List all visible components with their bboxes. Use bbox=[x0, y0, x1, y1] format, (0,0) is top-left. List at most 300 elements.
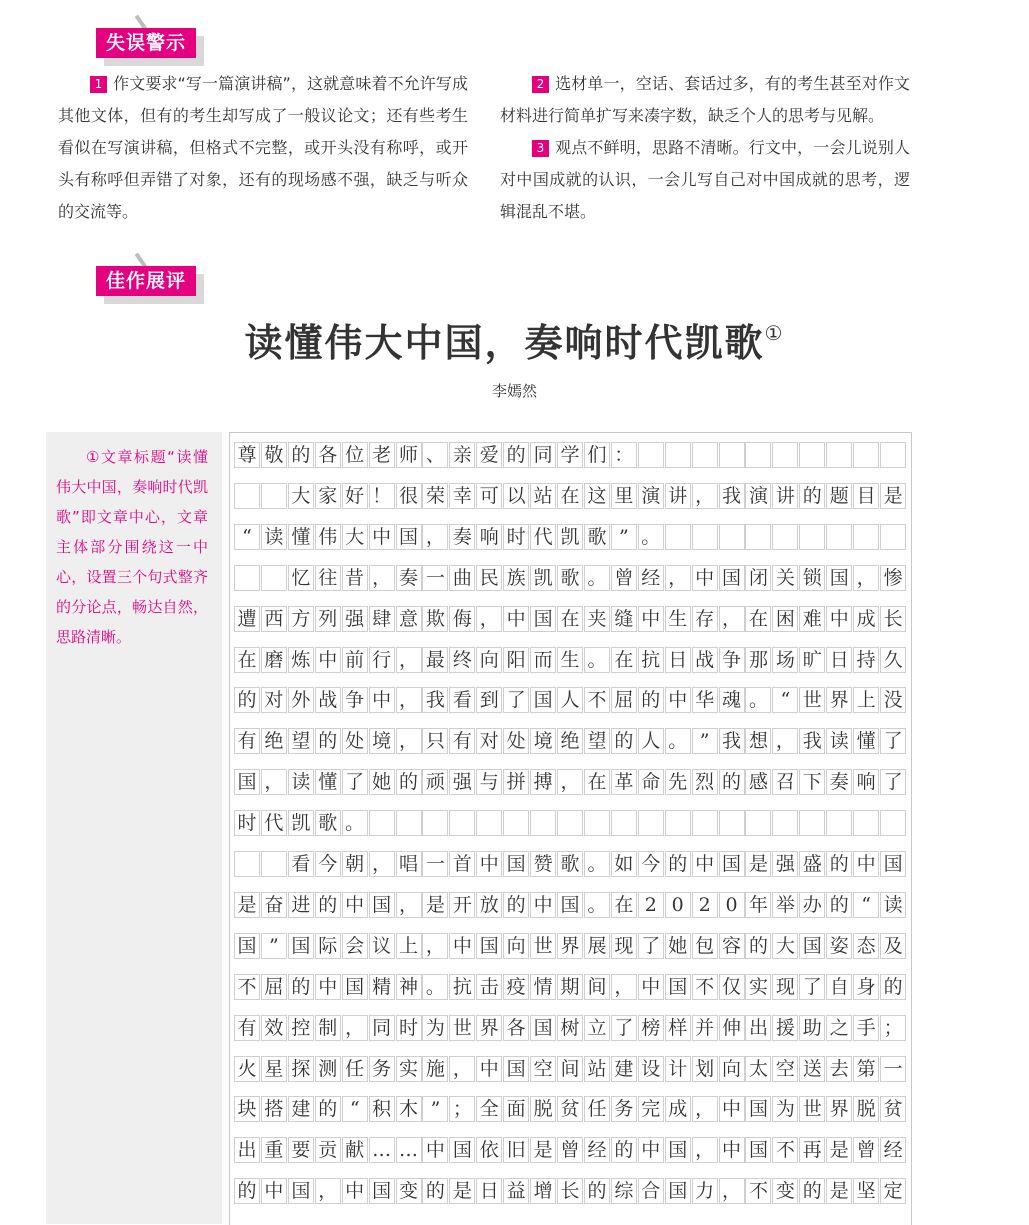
grid-cell bbox=[853, 810, 879, 836]
grid-cell: 侮 bbox=[449, 606, 475, 632]
grid-cell: “ bbox=[342, 1096, 368, 1122]
grid-cell: 重 bbox=[261, 1137, 287, 1163]
grid-cell: 国 bbox=[745, 1137, 771, 1163]
grid-cell: 中 bbox=[342, 892, 368, 918]
grid-cell: 国 bbox=[476, 933, 502, 959]
grid-cell: 。 bbox=[422, 974, 448, 1000]
grid-cell: 星 bbox=[261, 1056, 287, 1082]
grid-cell: 成 bbox=[853, 606, 879, 632]
grid-cell: 是 bbox=[234, 892, 260, 918]
grid-cell: 关 bbox=[772, 565, 798, 591]
grid-cell: 了 bbox=[611, 1015, 637, 1041]
grid-cell: 放 bbox=[476, 892, 502, 918]
grid-cell: 不 bbox=[772, 1137, 798, 1163]
grid-cell: 抗 bbox=[449, 974, 475, 1000]
grid-cell bbox=[530, 810, 556, 836]
grid-cell: 是 bbox=[745, 851, 771, 877]
grid-cell: 懂 bbox=[315, 769, 341, 795]
grid-cell: 国 bbox=[557, 892, 583, 918]
grid-cell: 命 bbox=[638, 769, 664, 795]
grid-cell bbox=[772, 442, 798, 468]
grid-cell: 展 bbox=[584, 933, 610, 959]
grid-cell: ； bbox=[449, 1096, 475, 1122]
grid-cell: 中 bbox=[503, 606, 529, 632]
grid-cell: 歌 bbox=[557, 565, 583, 591]
grid-row bbox=[234, 1056, 907, 1082]
grid-cell: 日 bbox=[476, 1178, 502, 1204]
grid-cell: 击 bbox=[476, 974, 502, 1000]
grid-cell: 讲 bbox=[772, 483, 798, 509]
grid-cell: 现 bbox=[772, 974, 798, 1000]
grid-cell: 贫 bbox=[557, 1096, 583, 1122]
grid-cell: 援 bbox=[772, 1015, 798, 1041]
grid-cell: 外 bbox=[288, 687, 314, 713]
grid-cell bbox=[745, 810, 771, 836]
grid-cell: 太 bbox=[745, 1056, 771, 1082]
grid-cell: 很 bbox=[396, 483, 422, 509]
grid-cell: 的 bbox=[503, 892, 529, 918]
grid-cell: 境 bbox=[369, 728, 395, 754]
grid-cell: 中 bbox=[476, 851, 502, 877]
grid-cell: 实 bbox=[745, 974, 771, 1000]
grid-cell: 际 bbox=[315, 933, 341, 959]
grid-cell: 列 bbox=[315, 606, 341, 632]
grid-cell: 曾 bbox=[557, 1137, 583, 1163]
grid-cell: 炼 bbox=[288, 647, 314, 673]
grid-cell: 了 bbox=[342, 769, 368, 795]
grid-cell bbox=[880, 810, 906, 836]
annotation-text: ①文章标题“读懂伟大中国，奏响时代凯歌”即文章中心，文章主体部分围绕这一中心，设置三个句式整齐的分论点，畅达自然，思路清晰。 bbox=[56, 448, 208, 646]
grid-cell: 中 bbox=[638, 606, 664, 632]
grid-cell: 世 bbox=[530, 933, 556, 959]
grid-cell: 增 bbox=[530, 1178, 556, 1204]
grid-cell: 国 bbox=[880, 851, 906, 877]
grid-cell: 中 bbox=[692, 565, 718, 591]
grid-cell: 2 bbox=[692, 892, 718, 918]
grid-cell: 抗 bbox=[638, 647, 664, 673]
grid-cell: 行 bbox=[369, 647, 395, 673]
grid-cell: 了 bbox=[503, 687, 529, 713]
grid-cell: 里 bbox=[611, 483, 637, 509]
grid-cell: 控 bbox=[288, 1015, 314, 1041]
grid-cell: 国 bbox=[665, 1137, 691, 1163]
mistake-text: 观点不鲜明，思路不清晰。行文中，一会儿说别人对中国成就的认识，一会儿写自己对中国成就的思考，逻辑混乱不堪。 bbox=[500, 138, 910, 221]
mistakes-badge-label: 失误警示 bbox=[96, 28, 196, 58]
grid-cell: 。 bbox=[584, 851, 610, 877]
grid-cell bbox=[611, 810, 637, 836]
grid-cell: 力 bbox=[692, 1178, 718, 1204]
grid-row bbox=[234, 1137, 907, 1163]
grid-cell: 贡 bbox=[315, 1137, 341, 1163]
grid-cell: 的 bbox=[288, 974, 314, 1000]
grid-cell: 国 bbox=[503, 1056, 529, 1082]
grid-cell: 看 bbox=[288, 851, 314, 877]
grid-cell: 0 bbox=[665, 892, 691, 918]
grid-cell bbox=[449, 810, 475, 836]
grid-cell: 施 bbox=[422, 1056, 448, 1082]
grid-cell: 容 bbox=[719, 933, 745, 959]
grid-cell: ” bbox=[611, 524, 637, 550]
grid-cell: ， bbox=[853, 565, 879, 591]
grid-cell: 界 bbox=[826, 687, 852, 713]
grid-cell: 赞 bbox=[530, 851, 556, 877]
grid-cell: 处 bbox=[342, 728, 368, 754]
grid-cell: 代 bbox=[261, 810, 287, 836]
grid-cell: 中 bbox=[315, 974, 341, 1000]
grid-cell: 魂 bbox=[719, 687, 745, 713]
grid-cell: 的 bbox=[422, 1178, 448, 1204]
grid-cell: 去 bbox=[826, 1056, 852, 1082]
grid-row bbox=[234, 892, 907, 918]
grid-cell: 家 bbox=[315, 483, 341, 509]
grid-cell: 为 bbox=[772, 1096, 798, 1122]
grid-row bbox=[234, 647, 907, 673]
grid-cell: 磨 bbox=[261, 647, 287, 673]
grid-cell: 榜 bbox=[638, 1015, 664, 1041]
grid-cell: 有 bbox=[234, 1015, 260, 1041]
grid-cell: 同 bbox=[369, 1015, 395, 1041]
grid-cell bbox=[880, 442, 906, 468]
grid-cell bbox=[880, 524, 906, 550]
grid-cell: 脱 bbox=[853, 1096, 879, 1122]
annotation-sidebar bbox=[46, 432, 222, 1224]
grid-cell: 持 bbox=[853, 647, 879, 673]
grid-cell: 读 bbox=[288, 769, 314, 795]
grid-cell: 中 bbox=[530, 892, 556, 918]
mistake-number: 2 bbox=[532, 76, 549, 93]
grid-cell: 前 bbox=[342, 647, 368, 673]
grid-cell: 面 bbox=[503, 1096, 529, 1122]
grid-cell: 出 bbox=[745, 1015, 771, 1041]
grid-cell: 合 bbox=[638, 1178, 664, 1204]
grid-cell: 间 bbox=[557, 1056, 583, 1082]
grid-cell: 积 bbox=[369, 1096, 395, 1122]
grid-cell: 疫 bbox=[503, 974, 529, 1000]
grid-cell bbox=[638, 442, 664, 468]
grid-cell: 神 bbox=[396, 974, 422, 1000]
grid-cell bbox=[745, 442, 771, 468]
grid-cell: 界 bbox=[826, 1096, 852, 1122]
grid-cell: 曾 bbox=[853, 1137, 879, 1163]
grid-cell: 奏 bbox=[826, 769, 852, 795]
grid-cell: 进 bbox=[288, 892, 314, 918]
grid-cell: 中 bbox=[449, 933, 475, 959]
grid-cell: 国 bbox=[530, 606, 556, 632]
grid-cell bbox=[799, 810, 825, 836]
grid-cell: 对 bbox=[261, 687, 287, 713]
grid-cell bbox=[261, 851, 287, 877]
grid-cell: 大 bbox=[772, 933, 798, 959]
grid-cell: 尊 bbox=[234, 442, 260, 468]
grid-cell: 的 bbox=[799, 483, 825, 509]
grid-cell: 旷 bbox=[799, 647, 825, 673]
grid-cell bbox=[638, 810, 664, 836]
grid-cell: 送 bbox=[799, 1056, 825, 1082]
grid-cell: 下 bbox=[799, 769, 825, 795]
grid-cell: 中 bbox=[692, 851, 718, 877]
grid-cell: 中 bbox=[476, 1056, 502, 1082]
grid-cell: 向 bbox=[719, 1056, 745, 1082]
grid-cell: 国 bbox=[665, 1178, 691, 1204]
grid-cell: 与 bbox=[476, 769, 502, 795]
grid-cell: 空 bbox=[530, 1056, 556, 1082]
grid-cell: 了 bbox=[799, 974, 825, 1000]
grid-row bbox=[234, 483, 907, 509]
grid-cell: 国 bbox=[719, 851, 745, 877]
grid-cell: 对 bbox=[476, 728, 502, 754]
grid-cell: 在 bbox=[611, 647, 637, 673]
grid-cell: 经 bbox=[584, 1137, 610, 1163]
grid-row bbox=[234, 606, 907, 632]
grid-cell: 今 bbox=[315, 851, 341, 877]
grid-cell: 国 bbox=[234, 769, 260, 795]
grid-cell: 的 bbox=[315, 728, 341, 754]
grid-cell: 是 bbox=[826, 1137, 852, 1163]
grid-cell: 凯 bbox=[288, 810, 314, 836]
grid-cell: 奋 bbox=[261, 892, 287, 918]
grid-cell: 的 bbox=[234, 1178, 260, 1204]
grid-cell: 搭 bbox=[261, 1096, 287, 1122]
grid-cell: 务 bbox=[369, 1056, 395, 1082]
grid-cell: 测 bbox=[315, 1056, 341, 1082]
grid-cell: 的 bbox=[396, 769, 422, 795]
grid-cell: ” bbox=[261, 933, 287, 959]
grid-cell: 国 bbox=[826, 565, 852, 591]
grid-cell: 望 bbox=[288, 728, 314, 754]
grid-cell: 中 bbox=[369, 524, 395, 550]
grid-cell: 一 bbox=[422, 851, 448, 877]
grid-cell: 阳 bbox=[503, 647, 529, 673]
grid-cell: 助 bbox=[799, 1015, 825, 1041]
grid-cell: 中 bbox=[638, 1137, 664, 1163]
grid-cell: 人 bbox=[557, 687, 583, 713]
grid-cell: 的 bbox=[584, 1178, 610, 1204]
grid-cell: 国 bbox=[288, 1178, 314, 1204]
grid-cell: 亲 bbox=[449, 442, 475, 468]
grid-cell: 最 bbox=[422, 647, 448, 673]
grid-cell: 拼 bbox=[503, 769, 529, 795]
grid-cell: 国 bbox=[530, 1015, 556, 1041]
grid-cell: 国 bbox=[449, 1137, 475, 1163]
grid-cell bbox=[772, 810, 798, 836]
grid-cell: ， bbox=[449, 1056, 475, 1082]
grid-cell: 在 bbox=[584, 769, 610, 795]
grid-cell: 师 bbox=[396, 442, 422, 468]
grid-cell: 屈 bbox=[261, 974, 287, 1000]
grid-cell: 位 bbox=[342, 442, 368, 468]
grid-cell: 是 bbox=[449, 1178, 475, 1204]
grid-cell: 题 bbox=[826, 483, 852, 509]
grid-cell: ， bbox=[369, 851, 395, 877]
grid-cell: 搏 bbox=[530, 769, 556, 795]
grid-cell: ” bbox=[422, 1096, 448, 1122]
grid-cell: 华 bbox=[692, 687, 718, 713]
grid-cell: 0 bbox=[719, 892, 745, 918]
grid-cell: 伟 bbox=[315, 524, 341, 550]
grid-cell: 长 bbox=[880, 606, 906, 632]
grid-cell bbox=[826, 524, 852, 550]
grid-cell: 歌 bbox=[315, 810, 341, 836]
grid-cell: 我 bbox=[719, 483, 745, 509]
grid-cell bbox=[369, 810, 395, 836]
grid-cell: 一 bbox=[422, 565, 448, 591]
grid-cell: 中 bbox=[853, 851, 879, 877]
grid-cell: 国 bbox=[665, 974, 691, 1000]
grid-cell: 的 bbox=[315, 892, 341, 918]
grid-cell: 国 bbox=[719, 565, 745, 591]
grid-cell: 的 bbox=[315, 1096, 341, 1122]
mistake-item-2 bbox=[500, 68, 910, 132]
mistake-number: 3 bbox=[532, 140, 549, 157]
grid-cell: 变 bbox=[396, 1178, 422, 1204]
grid-cell bbox=[234, 565, 260, 591]
grid-cell: 定 bbox=[880, 1178, 906, 1204]
grid-cell bbox=[503, 810, 529, 836]
grid-cell: 望 bbox=[584, 728, 610, 754]
grid-cell: 中 bbox=[261, 1178, 287, 1204]
grid-cell: 。 bbox=[745, 687, 771, 713]
grid-cell bbox=[719, 442, 745, 468]
grid-cell: 的 bbox=[288, 442, 314, 468]
grid-cell: 中 bbox=[422, 1137, 448, 1163]
grid-cell: 那 bbox=[745, 647, 771, 673]
grid-cell: 日 bbox=[826, 647, 852, 673]
annotation-text-block bbox=[56, 442, 208, 652]
grid-cell: 盛 bbox=[799, 851, 825, 877]
grid-cell: 为 bbox=[422, 1015, 448, 1041]
essay-title bbox=[0, 312, 1029, 367]
grid-cell: 伸 bbox=[719, 1015, 745, 1041]
grid-cell: 中 bbox=[342, 1178, 368, 1204]
grid-cell: 、 bbox=[422, 442, 448, 468]
grid-cell: 依 bbox=[476, 1137, 502, 1163]
grid-cell: 今 bbox=[638, 851, 664, 877]
grid-cell: 如 bbox=[611, 851, 637, 877]
grid-cell: 的 bbox=[880, 974, 906, 1000]
grid-cell: ， bbox=[692, 1137, 718, 1163]
grid-cell: 任 bbox=[584, 1096, 610, 1122]
grid-cell: 久 bbox=[880, 647, 906, 673]
grid-cell: ， bbox=[719, 1178, 745, 1204]
grid-cell: 场 bbox=[772, 647, 798, 673]
grid-cell: 们 bbox=[584, 442, 610, 468]
grid-row bbox=[234, 1178, 907, 1204]
grid-cell: 办 bbox=[799, 892, 825, 918]
grid-cell: 绝 bbox=[557, 728, 583, 754]
grid-cell: 中 bbox=[719, 1137, 745, 1163]
grid-cell: ， bbox=[369, 565, 395, 591]
grid-cell: 终 bbox=[449, 647, 475, 673]
grid-cell: 再 bbox=[799, 1137, 825, 1163]
grid-cell bbox=[719, 810, 745, 836]
grid-cell: 族 bbox=[503, 565, 529, 591]
grid-cell: 荣 bbox=[422, 483, 448, 509]
grid-cell: 自 bbox=[826, 974, 852, 1000]
grid-cell: 曲 bbox=[449, 565, 475, 591]
grid-cell: 综 bbox=[611, 1178, 637, 1204]
grid-cell: 益 bbox=[503, 1178, 529, 1204]
grid-cell: 的 bbox=[611, 1137, 637, 1163]
grid-cell: ” bbox=[692, 728, 718, 754]
grid-cell: 的 bbox=[826, 851, 852, 877]
grid-cell: 她 bbox=[369, 769, 395, 795]
grid-cell: 国 bbox=[369, 1178, 395, 1204]
grid-cell: ， bbox=[396, 892, 422, 918]
grid-cell: 国 bbox=[342, 974, 368, 1000]
grid-cell: 。 bbox=[584, 565, 610, 591]
grid-cell: ， bbox=[557, 769, 583, 795]
grid-row bbox=[234, 974, 907, 1000]
grid-cell: ， bbox=[422, 933, 448, 959]
grid-cell: 效 bbox=[261, 1015, 287, 1041]
grid-cell: 代 bbox=[530, 524, 556, 550]
grid-cell bbox=[665, 524, 691, 550]
grid-cell bbox=[422, 810, 448, 836]
grid-cell: 中 bbox=[719, 1096, 745, 1122]
grid-cell: 向 bbox=[476, 647, 502, 673]
grid-row bbox=[234, 810, 907, 836]
grid-cell: … bbox=[369, 1137, 395, 1163]
grid-cell: 。 bbox=[584, 647, 610, 673]
grid-cell: 手 bbox=[853, 1015, 879, 1041]
grid-cell: … bbox=[396, 1137, 422, 1163]
mistake-number: 1 bbox=[90, 76, 107, 93]
grid-cell: 生 bbox=[557, 647, 583, 673]
grid-cell: 奏 bbox=[449, 524, 475, 550]
grid-cell: ， bbox=[261, 769, 287, 795]
grid-row bbox=[234, 1015, 907, 1041]
grid-cell: ， bbox=[476, 606, 502, 632]
grid-cell: 举 bbox=[772, 892, 798, 918]
grid-cell: 上 bbox=[853, 687, 879, 713]
grid-cell: ； bbox=[880, 1015, 906, 1041]
grid-cell: 读 bbox=[880, 892, 906, 918]
grid-cell: 她 bbox=[665, 933, 691, 959]
grid-cell: ， bbox=[315, 1178, 341, 1204]
grid-cell: 了 bbox=[880, 728, 906, 754]
grid-cell: 民 bbox=[476, 565, 502, 591]
grid-cell: 各 bbox=[315, 442, 341, 468]
grid-cell bbox=[234, 483, 260, 509]
grid-cell: 我 bbox=[422, 687, 448, 713]
grid-cell: 树 bbox=[557, 1015, 583, 1041]
grid-cell: 间 bbox=[584, 974, 610, 1000]
grid-cell bbox=[261, 483, 287, 509]
grid-cell: 时 bbox=[234, 810, 260, 836]
grid-cell: 响 bbox=[476, 524, 502, 550]
grid-cell: 的 bbox=[611, 728, 637, 754]
grid-cell: 包 bbox=[692, 933, 718, 959]
grid-cell: 革 bbox=[611, 769, 637, 795]
grid-cell: 并 bbox=[692, 1015, 718, 1041]
grid-cell: 仅 bbox=[719, 974, 745, 1000]
grid-cell: “ bbox=[234, 524, 260, 550]
grid-cell: 献 bbox=[342, 1137, 368, 1163]
grid-cell: 。 bbox=[342, 810, 368, 836]
grid-cell: 学 bbox=[557, 442, 583, 468]
grid-cell: 块 bbox=[234, 1096, 260, 1122]
grid-cell: 国 bbox=[288, 933, 314, 959]
grid-cell: 爱 bbox=[476, 442, 502, 468]
grid-cell: 脱 bbox=[530, 1096, 556, 1122]
grid-cell: 站 bbox=[584, 1056, 610, 1082]
grid-cell: 大 bbox=[288, 483, 314, 509]
grid-cell bbox=[584, 810, 610, 836]
grid-cell: ， bbox=[665, 565, 691, 591]
grid-cell: 姿 bbox=[826, 933, 852, 959]
grid-cell: 变 bbox=[772, 1178, 798, 1204]
grid-cell: 争 bbox=[719, 647, 745, 673]
